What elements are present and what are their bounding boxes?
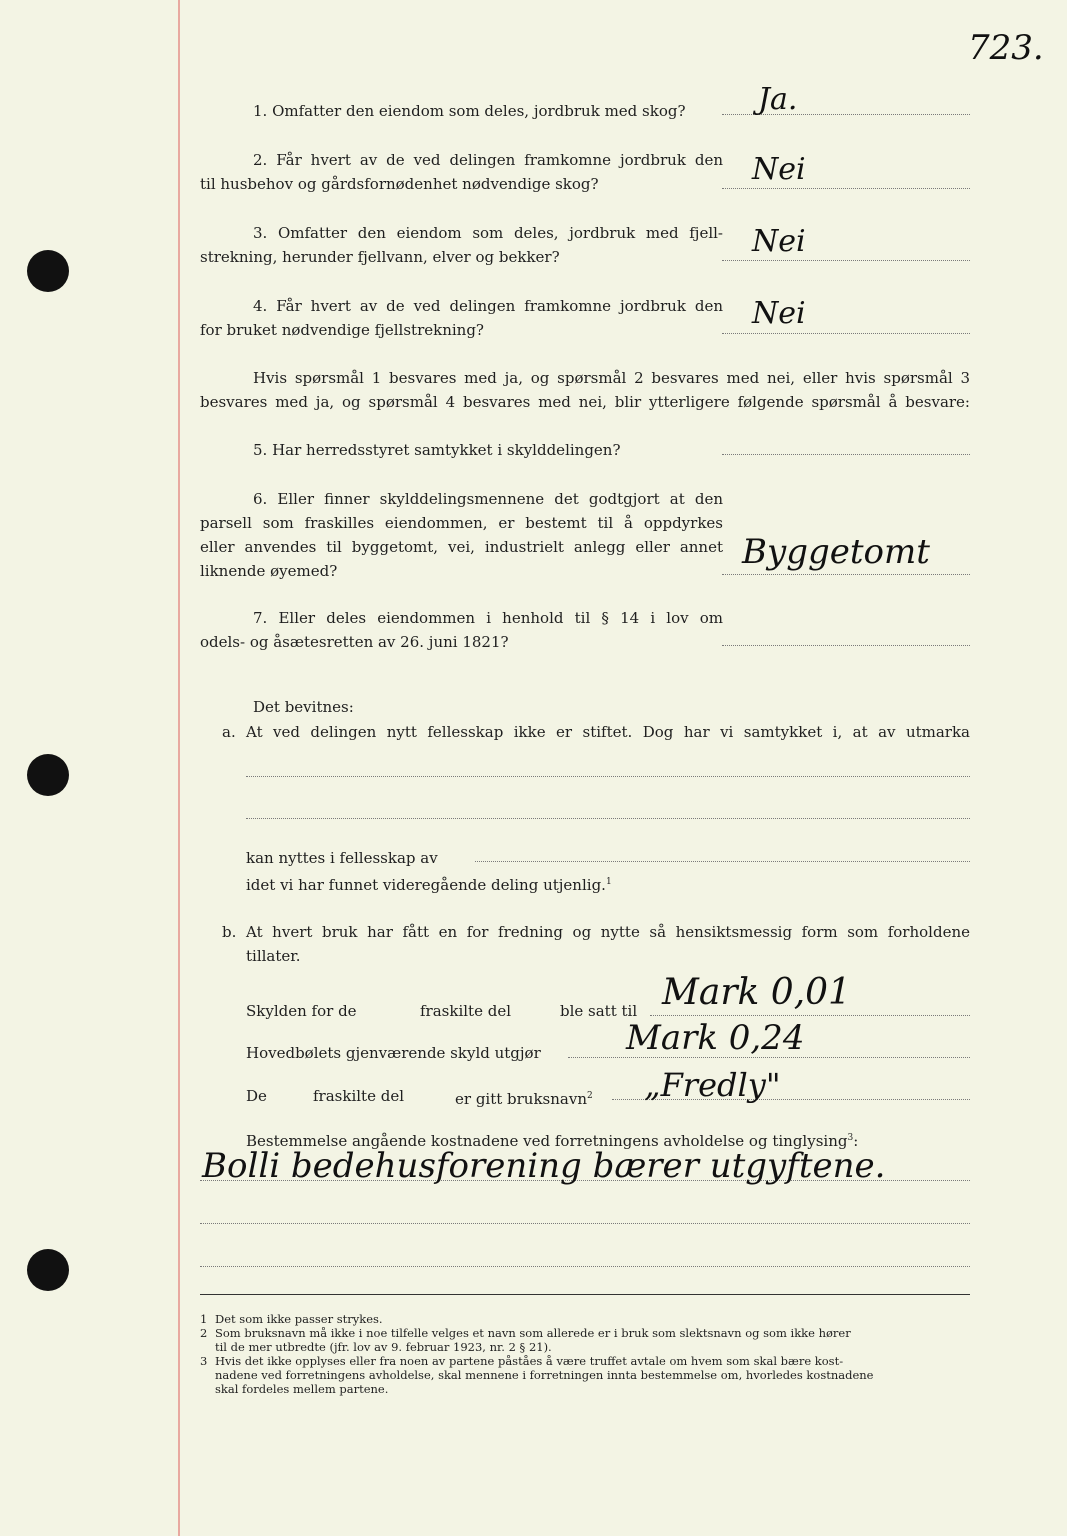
- bruksnavn-word-3: er gitt bruksnavn: [455, 1090, 587, 1108]
- answer-6: Byggetomt: [742, 532, 930, 572]
- skyld-word-3: ble satt til: [560, 1002, 638, 1020]
- answer-line-7: [722, 645, 970, 646]
- bevitnes-title: Det bevitnes:: [253, 698, 354, 716]
- question-3-line-2: strekning, herunder fjellvann, elver og bekker?: [200, 248, 560, 266]
- hoved-label: Hovedbølets gjenværende skyld utgjør: [246, 1044, 541, 1062]
- footnote-2-line-2: til de mer utbredte (jfr. lov av 9. februar 1923, nr. 2 § 21).: [215, 1340, 552, 1354]
- punch-hole: [27, 754, 69, 796]
- bestemmelse-value: Bolli bedehusforening bærer utgyftene.: [202, 1146, 886, 1186]
- question-2-line-1: 2. Får hvert av de ved delingen framkomne jordbruk den: [253, 151, 723, 169]
- skyld-fill-line: [650, 1015, 970, 1016]
- fill-line-a-1: [246, 776, 970, 777]
- bevitnes-a-label: a.: [222, 723, 236, 741]
- bestemmelse-fill-line-2: [200, 1223, 970, 1224]
- bruksnavn-value: „Fredly": [644, 1066, 781, 1104]
- footnote-ref-1: 1: [605, 877, 612, 887]
- footnote-3-num: 3: [200, 1354, 208, 1368]
- question-2-line-2: til husbehov og gårdsfornødenhet nødvendige skog?: [200, 175, 599, 193]
- footnote-1-num: 1: [200, 1312, 208, 1326]
- question-6-line-3: eller anvendes til byggetomt, vei, industrielt anlegg eller annet: [200, 538, 723, 556]
- bruksnavn-word-1: De: [246, 1087, 267, 1105]
- bevitnes-a-line-3: idet vi har funnet videregående deling utjenlig.: [246, 876, 606, 894]
- footnote-1-line-1: Det som ikke passer strykes.: [215, 1312, 383, 1326]
- skyld-word-2: fraskilte del: [420, 1002, 511, 1020]
- bruksnavn-word-2: fraskilte del: [313, 1087, 404, 1105]
- answer-line-2: [722, 188, 970, 189]
- footnote-ref-2: 2: [587, 1091, 593, 1101]
- condition-line-1: Hvis spørsmål 1 besvares med ja, og spørsmål 2 besvares med nei, eller hvis spørsmål 3: [253, 369, 970, 387]
- answer-1: Ja.: [758, 82, 798, 117]
- question-1-line-1: 1. Omfatter den eiendom som deles, jordbruk med skog?: [253, 102, 686, 120]
- hoved-value: Mark 0,24: [626, 1018, 805, 1058]
- answer-line-5: [722, 454, 970, 455]
- fill-line-a-2: [246, 818, 970, 819]
- question-6-line-1: 6. Eller finner skylddelingsmennene det godtgjort at den: [253, 490, 723, 508]
- footnote-2-line-1: Som bruksnavn må ikke i noe tilfelle velges et navn som allerede er i bruk som slektsnavn og som ikke hører: [215, 1326, 851, 1340]
- question-6-line-4: liknende øyemed?: [200, 562, 338, 580]
- question-7-line-1: 7. Eller deles eiendommen i henhold til § 14 i lov om: [253, 609, 723, 627]
- page-number: 723.: [968, 28, 1044, 68]
- bevitnes-b-label: b.: [222, 923, 237, 941]
- skyld-word-1: Skylden for de: [246, 1002, 357, 1020]
- question-5: 5. Har herredsstyret samtykket i skylddelingen?: [253, 441, 621, 459]
- answer-4: Nei: [752, 296, 806, 331]
- question-4-line-1: 4. Får hvert av de ved delingen framkomne jordbruk den: [253, 297, 723, 315]
- answer-line-4: [722, 333, 970, 334]
- question-6-line-2: parsell som fraskilles eiendommen, er bestemt til å oppdyrkes: [200, 514, 723, 532]
- bestemmelse-fill-line-3: [200, 1266, 970, 1267]
- footnote-3-line-1: Hvis det ikke opplyses eller fra noen av partene påståes å være truffet avtale om hvem som skal bære kost-: [215, 1354, 844, 1368]
- answer-line-6: [722, 574, 970, 575]
- bevitnes-a-line-2: kan nyttes i fellesskap av: [246, 849, 438, 867]
- bevitnes-b-line-1: At hvert bruk har fått en for fredning og nytte så hensiktsmessig form som forholdene: [246, 923, 970, 941]
- punch-hole: [27, 1249, 69, 1291]
- bruksnavn-word-3-wrap: [455, 1084, 593, 1111]
- footnote-ref-3: 3: [847, 1133, 854, 1143]
- fill-line-a-3: [475, 861, 970, 862]
- bestemmelse-colon: :: [853, 1132, 859, 1150]
- footnote-2-num: 2: [200, 1326, 208, 1340]
- answer-2: Nei: [752, 152, 806, 187]
- footnote-3-line-3: skal fordeles mellem partene.: [215, 1382, 389, 1396]
- question-7-line-2: odels- og åsætesretten av 26. juni 1821?: [200, 633, 509, 651]
- bevitnes-b-line-2: tillater.: [246, 947, 301, 965]
- footnote-rule: [200, 1294, 970, 1295]
- footnote-3-line-2: nadene ved forretningens avholdelse, skal mennene i forretningen innta bestemmelse om, hvorledes kostnadene: [215, 1368, 874, 1382]
- skyld-value: Mark 0,01: [662, 972, 851, 1013]
- answer-3: Nei: [752, 224, 806, 259]
- condition-line-2: besvares med ja, og spørsmål 4 besvares med nei, blir ytterligere følgende spørsmål å besvare:: [200, 393, 970, 411]
- question-4-line-2: for bruket nødvendige fjellstrekning?: [200, 321, 484, 339]
- question-3-line-1: 3. Omfatter den eiendom som deles, jordbruk med fjell-: [253, 224, 723, 242]
- answer-line-3: [722, 260, 970, 261]
- punch-hole: [27, 250, 69, 292]
- bevitnes-a-text: At ved delingen nytt fellesskap ikke er stiftet. Dog har vi samtykket i, at av utmarka: [246, 723, 970, 741]
- margin-line: [178, 0, 180, 1536]
- bevitnes-a-line-3-wrap: [246, 870, 612, 897]
- bestemmelse-label: Bestemmelse angående kostnadene ved forretningens avholdelse og tinglysing: [246, 1132, 848, 1150]
